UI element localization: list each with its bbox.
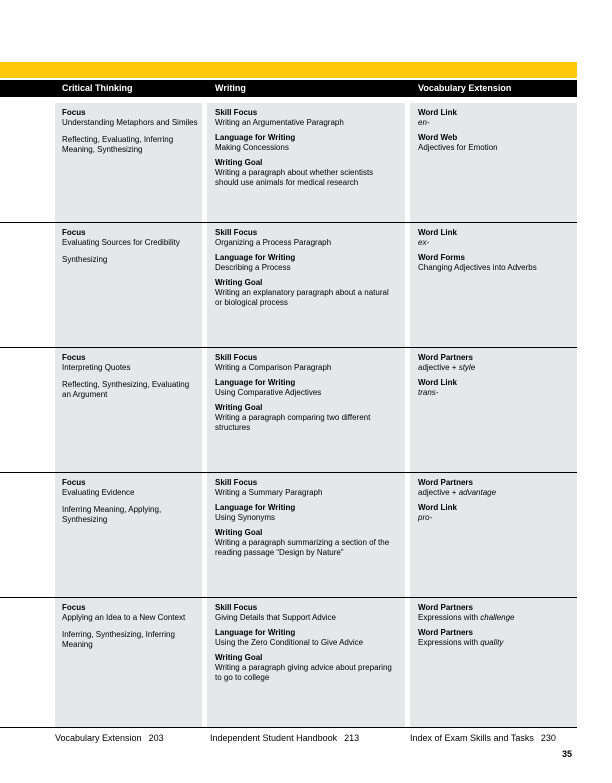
footer-item	[55, 733, 164, 743]
skill-focus-label: Skill Focus	[215, 353, 258, 362]
skills-text: Reflecting, Evaluating, Inferring Meaning, Synthesizing	[62, 135, 174, 154]
writing-block	[215, 228, 397, 248]
writing-cell	[207, 598, 405, 727]
writing-block	[215, 278, 397, 308]
writing-block	[215, 528, 397, 558]
footer-page-ref: 213	[344, 733, 360, 743]
vocab-label: Word Link	[418, 108, 457, 117]
focus-text: Interpreting Quotes	[62, 363, 131, 372]
vocab-text	[418, 638, 569, 648]
table-row	[0, 473, 577, 598]
footer-label: Independent Student Handbook	[210, 733, 338, 743]
writing-cell	[207, 223, 405, 347]
table-row	[0, 223, 577, 348]
footer-label: Vocabulary Extension	[55, 733, 142, 743]
vocab-block	[418, 228, 569, 248]
vocab-text-regular: Expressions with	[418, 613, 481, 622]
skill-focus-label: Skill Focus	[215, 108, 258, 117]
vocab-text-italic: challenge	[480, 613, 515, 622]
critical-thinking-cell	[55, 473, 202, 597]
writing-goal-label: Writing Goal	[215, 278, 263, 287]
vocab-text	[418, 118, 569, 128]
vocab-block	[418, 478, 569, 498]
skill-focus-text: Organizing a Process Paragraph	[215, 238, 332, 247]
header-writing: Writing	[215, 83, 246, 93]
writing-block	[215, 603, 397, 623]
skill-focus-label: Skill Focus	[215, 228, 258, 237]
critical-thinking-cell	[55, 348, 202, 472]
language-for-writing-label: Language for Writing	[215, 378, 296, 387]
vocab-block	[418, 378, 569, 398]
vocab-label: Word Link	[418, 228, 457, 237]
skill-focus-text: Giving Details that Support Advice	[215, 613, 336, 622]
writing-goal-text: Writing a paragraph giving advice about preparing to go to college	[215, 663, 392, 682]
table-row	[0, 598, 577, 728]
writing-goal-label: Writing Goal	[215, 653, 263, 662]
vocab-text-italic: quality	[480, 638, 504, 647]
language-for-writing-label: Language for Writing	[215, 503, 296, 512]
focus-text: Applying an Idea to a New Context	[62, 613, 186, 622]
focus-label: Focus	[62, 603, 86, 612]
vocab-text	[418, 388, 569, 398]
focus-text: Evaluating Sources for Credibility	[62, 238, 180, 247]
vocabulary-cell	[410, 598, 577, 727]
vocab-text-regular: Expressions with	[418, 638, 481, 647]
writing-goal-label: Writing Goal	[215, 528, 263, 537]
page-number: 35	[562, 749, 573, 759]
skills-text: Synthesizing	[62, 255, 108, 264]
focus-text: Evaluating Evidence	[62, 488, 135, 497]
writing-block	[215, 133, 397, 153]
footer-label: Index of Exam Skills and Tasks	[410, 733, 534, 743]
vocabulary-cell	[410, 348, 577, 472]
vocab-block	[418, 253, 569, 273]
language-for-writing-text: Using Comparative Adjectives	[215, 388, 322, 397]
language-for-writing-label: Language for Writing	[215, 253, 296, 262]
vocab-text-italic: advantage	[458, 488, 497, 497]
focus-label: Focus	[62, 353, 86, 362]
writing-goal-label: Writing Goal	[215, 158, 263, 167]
focus-label: Focus	[62, 108, 86, 117]
vocab-text-italic: trans-	[418, 388, 439, 397]
vocab-text-regular: adjective +	[418, 488, 459, 497]
table-row	[0, 103, 577, 223]
vocabulary-cell	[410, 223, 577, 347]
footer-item	[210, 733, 359, 743]
critical-thinking-cell	[55, 598, 202, 727]
vocab-text	[418, 238, 569, 248]
writing-block	[215, 653, 397, 683]
table-row	[0, 348, 577, 473]
vocab-text-italic: pro-	[418, 513, 433, 522]
vocabulary-cell	[410, 103, 577, 222]
writing-goal-text: Writing a paragraph comparing two different structures	[215, 413, 371, 432]
vocab-label: Word Partners	[418, 628, 473, 637]
vocab-text-italic: style	[458, 363, 476, 372]
skill-focus-text: Writing a Summary Paragraph	[215, 488, 323, 497]
language-for-writing-label: Language for Writing	[215, 628, 296, 637]
vocab-label: Word Link	[418, 378, 457, 387]
vocab-label: Word Partners	[418, 478, 473, 487]
header-vocabulary-extension: Vocabulary Extension	[418, 83, 512, 93]
writing-block	[215, 353, 397, 373]
vocab-block	[418, 503, 569, 523]
footer-page-ref: 203	[148, 733, 164, 743]
table-header	[0, 80, 577, 97]
writing-block	[215, 478, 397, 498]
writing-goal-text: Writing a paragraph about whether scientists should use animals for medical research	[215, 168, 374, 187]
focus-label: Focus	[62, 228, 86, 237]
language-for-writing-label: Language for Writing	[215, 133, 296, 142]
vocab-label: Word Forms	[418, 253, 465, 262]
vocab-text-regular: adjective +	[418, 363, 459, 372]
vocab-label: Word Partners	[418, 353, 473, 362]
writing-cell	[207, 473, 405, 597]
critical-thinking-cell	[55, 223, 202, 347]
writing-block	[215, 403, 397, 433]
left-margin	[0, 103, 55, 222]
language-for-writing-text: Making Concessions	[215, 143, 289, 152]
vocab-label: Word Web	[418, 133, 458, 142]
left-margin	[0, 223, 55, 347]
skill-focus-label: Skill Focus	[215, 603, 258, 612]
vocab-block	[418, 603, 569, 623]
vocabulary-cell	[410, 473, 577, 597]
left-margin	[0, 598, 55, 727]
writing-block	[215, 378, 397, 398]
footer-page-ref: 230	[540, 733, 556, 743]
skills-text: Inferring Meaning, Applying, Synthesizing	[62, 505, 162, 524]
vocab-text-regular: Adjectives for Emotion	[418, 143, 498, 152]
vocab-text	[418, 613, 569, 623]
vocab-text-italic: ex-	[418, 238, 430, 247]
accent-bar	[0, 62, 577, 78]
writing-block	[215, 253, 397, 273]
vocab-text-regular: Changing Adjectives into Adverbs	[418, 263, 537, 272]
language-for-writing-text: Using the Zero Conditional to Give Advice	[215, 638, 364, 647]
skills-text: Inferring, Synthesizing, Inferring Meaning	[62, 630, 175, 649]
writing-block	[215, 158, 397, 188]
writing-goal-text: Writing a paragraph summarizing a section of the reading passage “Design by Nature”	[215, 538, 390, 557]
vocab-label: Word Partners	[418, 603, 473, 612]
writing-goal-text: Writing an explanatory paragraph about a natural or biological process	[215, 288, 389, 307]
left-margin	[0, 473, 55, 597]
writing-goal-label: Writing Goal	[215, 403, 263, 412]
skills-text: Reflecting, Synthesizing, Evaluating an Argument	[62, 380, 190, 399]
footer-item	[410, 733, 556, 743]
vocab-text	[418, 513, 569, 523]
critical-thinking-cell	[55, 103, 202, 222]
skill-focus-text: Writing a Comparison Paragraph	[215, 363, 332, 372]
focus-label: Focus	[62, 478, 86, 487]
writing-block	[215, 108, 397, 128]
vocab-label: Word Link	[418, 503, 457, 512]
vocab-text	[418, 263, 569, 273]
vocab-text	[418, 488, 569, 498]
language-for-writing-text: Describing a Process	[215, 263, 291, 272]
writing-cell	[207, 103, 405, 222]
vocab-block	[418, 133, 569, 153]
writing-block	[215, 628, 397, 648]
vocab-block	[418, 353, 569, 373]
skill-focus-label: Skill Focus	[215, 478, 258, 487]
focus-text: Understanding Metaphors and Similes	[62, 118, 198, 127]
writing-cell	[207, 348, 405, 472]
skill-focus-text: Writing an Argumentative Paragraph	[215, 118, 344, 127]
writing-block	[215, 503, 397, 523]
vocab-text-italic: en-	[418, 118, 430, 127]
vocab-block	[418, 108, 569, 128]
header-critical-thinking: Critical Thinking	[62, 83, 133, 93]
language-for-writing-text: Using Synonyms	[215, 513, 276, 522]
vocab-text	[418, 363, 569, 373]
left-margin	[0, 348, 55, 472]
vocab-block	[418, 628, 569, 648]
table-body	[0, 103, 577, 728]
vocab-text	[418, 143, 569, 153]
